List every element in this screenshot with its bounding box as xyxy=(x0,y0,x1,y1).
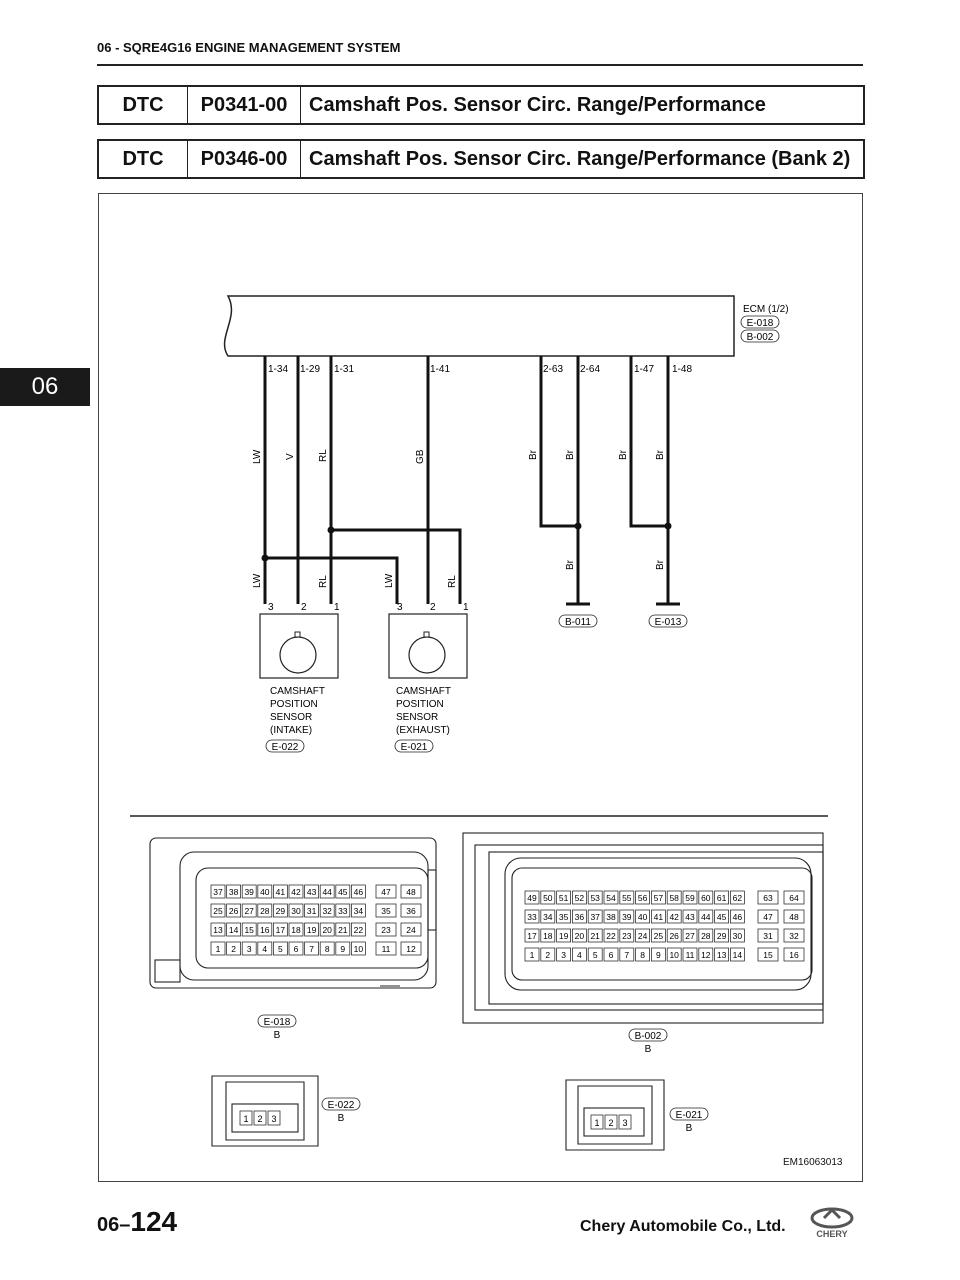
pin-number: 4 xyxy=(262,944,268,954)
ecm-pin: 2-64 xyxy=(580,364,601,375)
pin-number: 25 xyxy=(213,906,223,916)
view-e021-label: E-021 xyxy=(675,1110,703,1121)
wire-color: Br xyxy=(565,450,576,460)
pin-number: 23 xyxy=(622,931,632,941)
b002-connector-face xyxy=(463,833,823,1023)
ecm-pin: 2-63 xyxy=(543,364,564,375)
pin-number: 56 xyxy=(637,893,648,903)
pin-number: 3 xyxy=(271,1114,277,1124)
pin-number: 28 xyxy=(260,906,270,916)
ecm-connector-b002: B-002 xyxy=(746,332,774,343)
pin-number: 19 xyxy=(306,925,317,935)
pin-number: 30 xyxy=(732,931,743,941)
pin-number: 42 xyxy=(669,912,679,922)
pin-number: 45 xyxy=(716,912,727,922)
sensor-pin: 3 xyxy=(268,602,274,613)
pin-number: 17 xyxy=(275,925,286,935)
pin-number: 32 xyxy=(322,906,332,916)
sensor-pin: 1 xyxy=(463,602,469,613)
dtc-code: P0341-00 xyxy=(188,87,301,123)
dtc-label: DTC xyxy=(99,141,188,177)
wire-color: RL xyxy=(318,449,329,462)
pin-number: 12 xyxy=(406,944,416,954)
wire-color: RL xyxy=(447,575,458,588)
pin-number: 9 xyxy=(340,944,346,954)
pin-number: 38 xyxy=(606,912,616,922)
intake-sensor-line: (INTAKE) xyxy=(270,725,313,736)
page-number xyxy=(97,1206,177,1238)
pin-number: 63 xyxy=(763,893,773,903)
pin-number: 13 xyxy=(213,925,223,935)
pin-number: 29 xyxy=(275,906,286,916)
pin-number: 53 xyxy=(590,893,600,903)
wire-color: Br xyxy=(565,560,576,570)
pin-number: 31 xyxy=(306,906,317,916)
pin-number: 24 xyxy=(406,925,416,935)
ecm-pin: 1-31 xyxy=(334,364,355,375)
dtc-description: Camshaft Pos. Sensor Circ. Range/Performance (Bank 2) xyxy=(309,147,851,170)
ecm-connector-tag xyxy=(741,316,779,329)
pin-number: 5 xyxy=(278,944,283,954)
pin-number: 14 xyxy=(732,950,743,960)
intake-sensor-symbol xyxy=(280,637,316,673)
pin-number: 22 xyxy=(606,931,616,941)
pin-number: 15 xyxy=(763,950,773,960)
intake-sensor-line: SENSOR xyxy=(270,712,313,723)
pin-number: 52 xyxy=(574,893,585,903)
pin-number: 57 xyxy=(653,893,664,903)
pin-number: 15 xyxy=(244,925,254,935)
pin-number: 13 xyxy=(716,950,727,960)
pin-number: 48 xyxy=(406,887,416,897)
wire-color: LW xyxy=(384,573,395,588)
b002-pin-grid xyxy=(525,891,804,961)
ecm-label: ECM (1/2) xyxy=(743,304,789,315)
pin-number: 6 xyxy=(293,944,299,954)
exhaust-sensor-line: SENSOR xyxy=(396,712,439,723)
view-e022-label: E-022 xyxy=(327,1100,355,1111)
pin-number: 14 xyxy=(228,925,239,935)
exhaust-sensor-line: CAMSHAFT xyxy=(396,686,451,697)
wire-color: Br xyxy=(528,450,539,460)
ground-label-b011: B-011 xyxy=(565,617,591,628)
pin-number: 34 xyxy=(543,912,553,922)
figure-id: EM16063013 xyxy=(783,1157,843,1168)
view-e022-sub: B xyxy=(337,1113,345,1124)
pin-number: 37 xyxy=(213,887,223,897)
sensor-pin: 1 xyxy=(334,602,340,613)
pin-number: 16 xyxy=(260,925,270,935)
pin-number: 20 xyxy=(574,931,585,941)
pin-number: 5 xyxy=(592,950,598,960)
pin-number: 12 xyxy=(701,950,711,960)
pin-number: 7 xyxy=(309,944,314,954)
pin-number: 36 xyxy=(574,912,585,922)
wire-color: LW xyxy=(252,449,263,464)
ecm-connector-e018: E-018 xyxy=(746,318,774,329)
pin-number: 49 xyxy=(527,893,537,903)
dtc-description: Camshaft Pos. Sensor Circ. Range/Performance xyxy=(309,93,766,116)
splice-point xyxy=(262,555,269,562)
wire-color: Br xyxy=(655,450,666,460)
sensor-mark xyxy=(295,632,300,637)
sensor-mark xyxy=(424,632,429,637)
pin-number: 11 xyxy=(381,944,391,954)
pin-number: 18 xyxy=(543,931,553,941)
exhaust-sensor-line: POSITION xyxy=(396,699,444,710)
wire-color: Br xyxy=(655,560,666,570)
pin-number: 6 xyxy=(608,950,614,960)
pin-number: 10 xyxy=(353,944,364,954)
pin-number: 36 xyxy=(406,906,416,916)
wire-color: GB xyxy=(415,449,426,464)
section-tab: 06 xyxy=(0,368,90,406)
intake-sensor-body xyxy=(260,614,338,678)
pin-number: 32 xyxy=(789,931,799,941)
ecm-block xyxy=(225,296,734,356)
wire-color: Br xyxy=(618,450,629,460)
intake-sensor-connector: E-022 xyxy=(271,742,299,753)
pin-number: 35 xyxy=(558,912,569,922)
pin-number: 7 xyxy=(624,950,630,960)
pin-number: 33 xyxy=(338,906,348,916)
pin-number: 21 xyxy=(338,925,348,935)
pin-number: 31 xyxy=(763,931,773,941)
pin-number: 10 xyxy=(669,950,679,960)
ecm-pin: 1-34 xyxy=(268,364,289,375)
pin-number: 41 xyxy=(653,912,664,922)
pin-number: 46 xyxy=(353,887,364,897)
pin-number: 47 xyxy=(381,887,391,897)
ecm-pin: 1-47 xyxy=(634,364,655,375)
intake-sensor-line: POSITION xyxy=(270,699,318,710)
view-e021-sub: B xyxy=(685,1123,693,1134)
page-header: 06 - SQRE4G16 ENGINE MANAGEMENT SYSTEM xyxy=(97,40,401,55)
pin-number: 18 xyxy=(291,925,301,935)
pin-number: 9 xyxy=(656,950,661,960)
pin-number: 43 xyxy=(306,887,317,897)
logo-text: CHERY xyxy=(816,1229,848,1239)
e021-pin-row xyxy=(591,1115,631,1129)
wire-1-47 xyxy=(631,356,668,526)
pin-number: 20 xyxy=(322,925,332,935)
ecm-pin: 1-48 xyxy=(672,364,693,375)
pin-number: 2 xyxy=(231,944,236,954)
pin-number: 21 xyxy=(590,931,600,941)
pin-number: 44 xyxy=(322,887,332,897)
exhaust-sensor-body xyxy=(389,614,467,678)
e018-pin-grid xyxy=(211,885,421,955)
pin-number: 37 xyxy=(590,912,600,922)
pin-number: 34 xyxy=(353,906,364,916)
splice-point xyxy=(665,523,672,530)
pin-number: 58 xyxy=(669,893,679,903)
pin-number: 4 xyxy=(577,950,582,960)
pin-number: 47 xyxy=(763,912,773,922)
pin-number: 62 xyxy=(732,893,743,903)
pin-number: 30 xyxy=(291,906,301,916)
pin-number: 44 xyxy=(701,912,711,922)
pin-number: 42 xyxy=(291,887,301,897)
pin-number: 26 xyxy=(669,931,679,941)
pin-number: 60 xyxy=(701,893,711,903)
pin-number: 1 xyxy=(529,950,535,960)
dtc-code: P0346-00 xyxy=(188,141,301,177)
view-e018-label: E-018 xyxy=(263,1017,291,1028)
sensor-pin: 3 xyxy=(397,602,403,613)
pin-number: 17 xyxy=(527,931,537,941)
wire-color: RL xyxy=(318,575,329,588)
pin-number: 50 xyxy=(543,893,553,903)
dtc-label: DTC xyxy=(99,87,188,123)
pin-number: 45 xyxy=(338,887,348,897)
pin-number: 1 xyxy=(215,944,221,954)
pin-number: 38 xyxy=(228,887,239,897)
pin-number: 25 xyxy=(653,931,664,941)
pin-number: 2 xyxy=(608,1118,614,1128)
ecm-pin: 1-41 xyxy=(430,364,451,375)
view-e018-sub: B xyxy=(273,1030,281,1041)
pin-number: 1 xyxy=(243,1114,249,1124)
pin-number: 28 xyxy=(701,931,711,941)
wire-color: LW xyxy=(252,573,263,588)
splice-point xyxy=(328,527,335,534)
exhaust-sensor-line: (EXHAUST) xyxy=(396,725,450,736)
pin-number: 23 xyxy=(381,925,391,935)
pin-number: 39 xyxy=(244,887,254,897)
wire-color: V xyxy=(285,453,296,460)
page-prefix: 06– xyxy=(97,1214,131,1236)
pin-number: 51 xyxy=(558,893,569,903)
pin-number: 39 xyxy=(622,912,632,922)
pin-number: 64 xyxy=(789,893,799,903)
sensor-pin: 2 xyxy=(301,602,307,613)
pin-number: 48 xyxy=(789,912,799,922)
pin-number: 40 xyxy=(260,887,270,897)
pin-number: 27 xyxy=(244,906,254,916)
pin-number: 24 xyxy=(637,931,648,941)
pin-number: 55 xyxy=(622,893,632,903)
ecm-connector-tag xyxy=(741,330,779,343)
sensor-pin: 2 xyxy=(430,602,436,613)
pin-number: 46 xyxy=(732,912,743,922)
pin-number: 33 xyxy=(527,912,537,922)
pin-number: 35 xyxy=(381,906,391,916)
view-b002-sub: B xyxy=(644,1044,652,1055)
chery-logo xyxy=(802,1206,862,1245)
pin-number: 16 xyxy=(789,950,799,960)
pin-number: 3 xyxy=(561,950,566,960)
pin-number: 2 xyxy=(257,1114,263,1124)
wire-group xyxy=(265,356,668,604)
pin-number: 8 xyxy=(324,944,330,954)
exhaust-sensor-symbol xyxy=(409,637,445,673)
intake-sensor-line: CAMSHAFT xyxy=(270,686,325,697)
pin-number: 22 xyxy=(353,925,364,935)
pin-number: 19 xyxy=(558,931,569,941)
pin-number: 3 xyxy=(246,944,252,954)
pin-number: 59 xyxy=(685,893,695,903)
pin-number: 8 xyxy=(640,950,645,960)
view-b002-label: B-002 xyxy=(634,1031,662,1042)
pin-number: 61 xyxy=(716,893,727,903)
page-number-value: 124 xyxy=(130,1206,178,1237)
company-name: Chery Automobile Co., Ltd. xyxy=(580,1218,786,1235)
pin-number: 41 xyxy=(275,887,286,897)
pin-number: 27 xyxy=(685,931,695,941)
ecm-pin: 1-29 xyxy=(300,364,321,375)
pin-number: 3 xyxy=(622,1118,628,1128)
pin-number: 40 xyxy=(637,912,648,922)
pin-number: 26 xyxy=(228,906,239,916)
exhaust-sensor-connector: E-021 xyxy=(400,742,428,753)
pin-number: 2 xyxy=(545,950,551,960)
pin-number: 11 xyxy=(685,950,695,960)
ground-label-e013: E-013 xyxy=(654,617,682,628)
pin-number: 1 xyxy=(594,1118,600,1128)
pin-number: 54 xyxy=(606,893,616,903)
splice-point xyxy=(575,523,582,530)
e022-pin-row xyxy=(240,1111,280,1125)
pin-number: 29 xyxy=(716,931,727,941)
wire-2-63 xyxy=(541,356,578,526)
pin-number: 43 xyxy=(685,912,695,922)
